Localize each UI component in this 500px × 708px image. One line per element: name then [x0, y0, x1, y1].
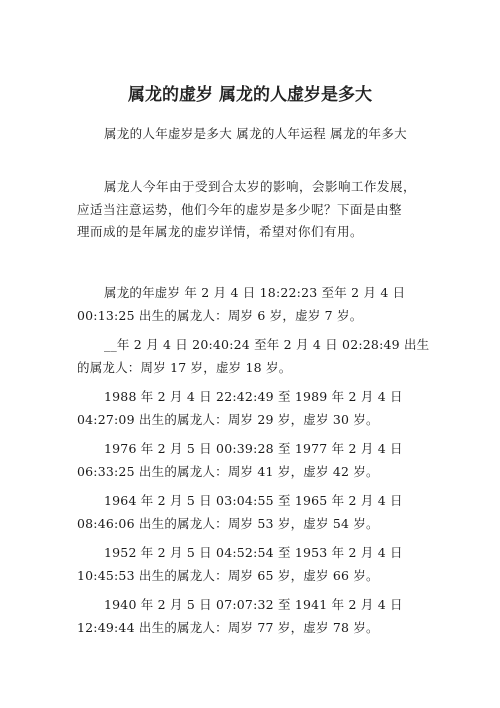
intro-line: 属龙人今年由于受到合太岁的影响，会影响工作发展，	[104, 179, 417, 194]
entry-line: 06:33:25 出生的属龙人：周岁 41 岁，虚岁 42 岁。	[77, 463, 379, 479]
list-item	[77, 438, 427, 483]
list-item	[77, 542, 427, 587]
keywords-paragraph: 属龙的人年虚岁是多大 属龙的人年运程 属龙的年多大	[104, 126, 407, 141]
intro-line: 应适当注意运势，他们今年的虚岁是多少呢？下面是由整	[77, 201, 403, 217]
entry-line: 00:13:25 出生的属龙人：周岁 6 岁，虚岁 7 岁。	[77, 307, 363, 323]
entry-line: 1964 年 2 月 5 日 03:04:55 至 1965 年 2 月 4 日	[104, 493, 403, 508]
entry-line: __年 2 月 4 日 20:40:24 至年 2 月 4 日 02:28:49 出生	[104, 337, 430, 352]
list-item	[77, 386, 427, 431]
list-item	[77, 334, 430, 379]
entry-line: 12:49:44 出生的属龙人：周岁 77 岁，虚岁 78 岁。	[77, 619, 379, 635]
intro-line: 理而成的是年属龙的虚岁详情，希望对你们有用。	[77, 224, 364, 239]
list-item	[77, 594, 427, 639]
intro-paragraph	[77, 176, 425, 244]
entry-line: 1988 年 2 月 4 日 22:42:49 至 1989 年 2 月 4 日	[104, 389, 403, 404]
entry-line: 1952 年 2 月 5 日 04:52:54 至 1953 年 2 月 4 日	[104, 545, 403, 560]
entry-line: 1940 年 2 月 5 日 07:07:32 至 1941 年 2 月 4 日	[104, 597, 403, 612]
entry-line: 04:27:09 出生的属龙人：周岁 29 岁，虚岁 30 岁。	[77, 411, 379, 427]
document-title: 属龙的虚岁 属龙的人虚岁是多大	[128, 85, 372, 105]
entry-line: 的属龙人：周岁 17 岁，虚岁 18 岁。	[77, 359, 292, 375]
section-heading-entry	[77, 282, 427, 327]
entry-line: 10:45:53 出生的属龙人：周岁 65 岁，虚岁 66 岁。	[77, 567, 379, 583]
entry-line: 08:46:06 出生的属龙人：周岁 53 岁，虚岁 54 岁。	[77, 515, 379, 531]
list-item	[77, 490, 427, 535]
entry-line: 1976 年 2 月 5 日 00:39:28 至 1977 年 2 月 4 日	[104, 441, 403, 456]
entry-line: 属龙的年虚岁 年 2 月 4 日 18:22:23 至年 2 月 4 日	[104, 285, 406, 300]
